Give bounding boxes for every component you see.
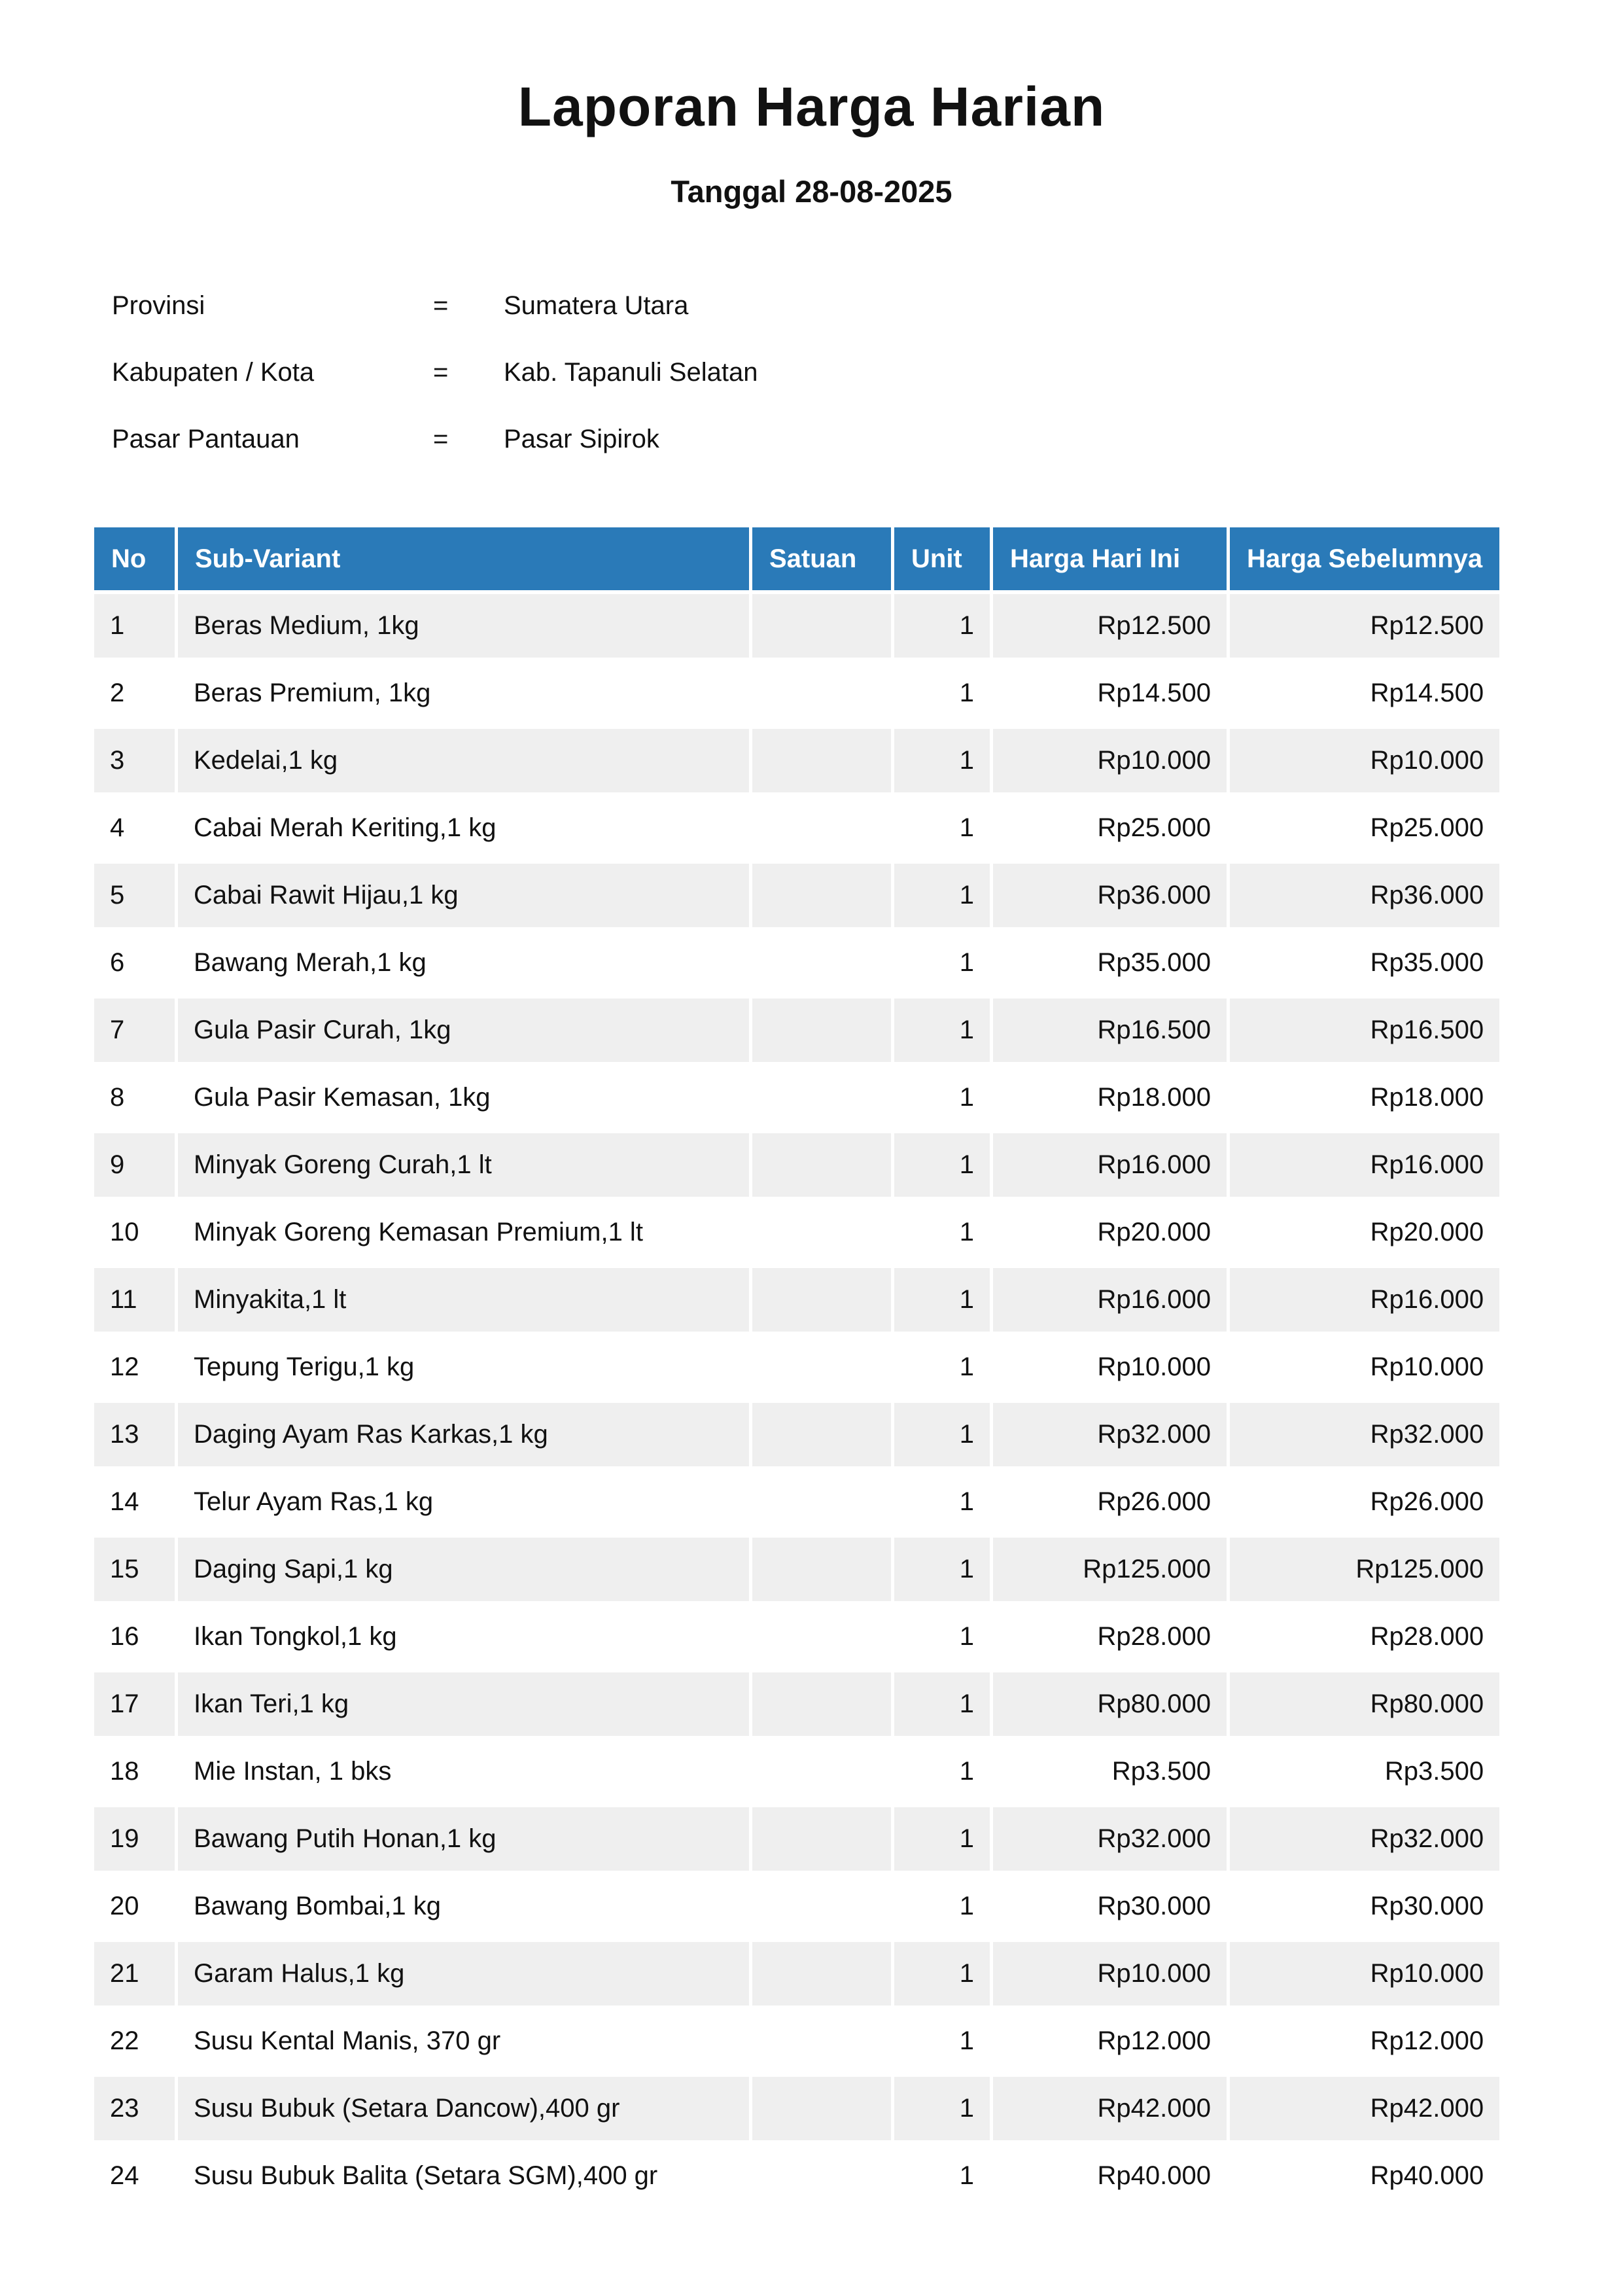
cell-harga-sebelumnya: Rp14.500 <box>1230 662 1499 725</box>
meta-equals: = <box>433 291 449 320</box>
cell-no: 15 <box>94 1538 175 1601</box>
cell-unit: 1 <box>894 1066 990 1129</box>
cell-harga-sebelumnya: Rp25.000 <box>1230 796 1499 860</box>
meta-label: Provinsi <box>112 291 205 320</box>
cell-harga-sebelumnya: Rp3.500 <box>1230 1740 1499 1803</box>
cell-no: 5 <box>94 864 175 927</box>
table-body <box>94 594 1499 2208</box>
meta-label: Pasar Pantauan <box>112 425 300 453</box>
cell-harga-sebelumnya: Rp10.000 <box>1230 1335 1499 1399</box>
meta-equals: = <box>433 425 449 453</box>
cell-harga-sebelumnya: Rp32.000 <box>1230 1807 1499 1871</box>
cell-harga-hari-ini: Rp3.500 <box>993 1740 1227 1803</box>
cell-no: 19 <box>94 1807 175 1871</box>
cell-harga-sebelumnya: Rp28.000 <box>1230 1605 1499 1669</box>
cell-unit: 1 <box>894 1470 990 1534</box>
cell-harga-sebelumnya: Rp10.000 <box>1230 1942 1499 2005</box>
table-row <box>94 796 1499 860</box>
cell-harga-sebelumnya: Rp12.000 <box>1230 2009 1499 2073</box>
meta-value: Sumatera Utara <box>504 291 689 320</box>
cell-satuan <box>752 2077 891 2140</box>
cell-no: 13 <box>94 1403 175 1466</box>
cell-sub-variant: Telur Ayam Ras,1 kg <box>178 1470 749 1534</box>
table-row <box>94 1605 1499 1669</box>
cell-no: 8 <box>94 1066 175 1129</box>
cell-harga-hari-ini: Rp12.000 <box>993 2009 1227 2073</box>
cell-satuan <box>752 1470 891 1534</box>
header-satuan: Satuan <box>752 527 891 590</box>
cell-harga-hari-ini: Rp10.000 <box>993 1335 1227 1399</box>
cell-unit: 1 <box>894 1740 990 1803</box>
cell-no: 17 <box>94 1672 175 1736</box>
cell-sub-variant: Mie Instan, 1 bks <box>178 1740 749 1803</box>
cell-harga-hari-ini: Rp14.500 <box>993 662 1227 725</box>
cell-satuan <box>752 1403 891 1466</box>
cell-harga-hari-ini: Rp25.000 <box>993 796 1227 860</box>
cell-harga-hari-ini: Rp10.000 <box>993 1942 1227 2005</box>
cell-sub-variant: Minyakita,1 lt <box>178 1268 749 1332</box>
cell-harga-sebelumnya: Rp16.000 <box>1230 1133 1499 1197</box>
cell-satuan <box>752 1268 891 1332</box>
table-row <box>94 1538 1499 1601</box>
cell-unit: 1 <box>894 2077 990 2140</box>
table-row <box>94 1942 1499 2005</box>
cell-sub-variant: Gula Pasir Kemasan, 1kg <box>178 1066 749 1129</box>
table-row <box>94 594 1499 658</box>
cell-satuan <box>752 1201 891 1264</box>
cell-sub-variant: Ikan Teri,1 kg <box>178 1672 749 1736</box>
cell-sub-variant: Minyak Goreng Curah,1 lt <box>178 1133 749 1197</box>
header-unit: Unit <box>894 527 990 590</box>
table-row <box>94 1672 1499 1736</box>
table-row <box>94 2144 1499 2208</box>
cell-no: 21 <box>94 1942 175 2005</box>
cell-harga-sebelumnya: Rp12.500 <box>1230 594 1499 658</box>
cell-unit: 1 <box>894 1133 990 1197</box>
cell-sub-variant: Daging Sapi,1 kg <box>178 1538 749 1601</box>
cell-no: 7 <box>94 998 175 1062</box>
cell-harga-hari-ini: Rp40.000 <box>993 2144 1227 2208</box>
meta-row-kabupaten <box>0 353 1623 392</box>
cell-harga-sebelumnya: Rp40.000 <box>1230 2144 1499 2208</box>
table-row <box>94 1335 1499 1399</box>
cell-harga-hari-ini: Rp80.000 <box>993 1672 1227 1736</box>
cell-satuan <box>752 1605 891 1669</box>
cell-satuan <box>752 594 891 658</box>
cell-harga-hari-ini: Rp16.500 <box>993 998 1227 1062</box>
cell-harga-sebelumnya: Rp32.000 <box>1230 1403 1499 1466</box>
cell-harga-hari-ini: Rp36.000 <box>993 864 1227 927</box>
cell-harga-sebelumnya: Rp20.000 <box>1230 1201 1499 1264</box>
header-harga-sebelumnya: Harga Sebelumnya <box>1230 527 1499 590</box>
cell-sub-variant: Minyak Goreng Kemasan Premium,1 lt <box>178 1201 749 1264</box>
cell-unit: 1 <box>894 1403 990 1466</box>
cell-no: 2 <box>94 662 175 725</box>
cell-harga-hari-ini: Rp26.000 <box>993 1470 1227 1534</box>
cell-satuan <box>752 1335 891 1399</box>
cell-harga-sebelumnya: Rp125.000 <box>1230 1538 1499 1601</box>
cell-no: 16 <box>94 1605 175 1669</box>
cell-unit: 1 <box>894 729 990 792</box>
cell-no: 14 <box>94 1470 175 1534</box>
cell-no: 6 <box>94 931 175 995</box>
cell-satuan <box>752 1875 891 1938</box>
cell-sub-variant: Daging Ayam Ras Karkas,1 kg <box>178 1403 749 1466</box>
table-row <box>94 998 1499 1062</box>
table-row <box>94 1403 1499 1466</box>
report-title: Laporan Harga Harian <box>517 76 1106 137</box>
cell-no: 24 <box>94 2144 175 2208</box>
table-row <box>94 1470 1499 1534</box>
cell-harga-sebelumnya: Rp16.000 <box>1230 1268 1499 1332</box>
cell-satuan <box>752 2009 891 2073</box>
meta-label: Kabupaten / Kota <box>112 358 315 387</box>
cell-unit: 1 <box>894 662 990 725</box>
cell-sub-variant: Susu Bubuk Balita (Setara SGM),400 gr <box>178 2144 749 2208</box>
report-date: Tanggal 28-08-2025 <box>671 174 952 209</box>
meta-row-pasar <box>0 419 1623 459</box>
table-row <box>94 2009 1499 2073</box>
header-no: No <box>94 527 175 590</box>
cell-unit: 1 <box>894 2009 990 2073</box>
cell-no: 23 <box>94 2077 175 2140</box>
cell-harga-hari-ini: Rp125.000 <box>993 1538 1227 1601</box>
cell-harga-sebelumnya: Rp10.000 <box>1230 729 1499 792</box>
table-row <box>94 1807 1499 1871</box>
table-row <box>94 1133 1499 1197</box>
cell-harga-sebelumnya: Rp18.000 <box>1230 1066 1499 1129</box>
cell-unit: 1 <box>894 1335 990 1399</box>
cell-harga-sebelumnya: Rp30.000 <box>1230 1875 1499 1938</box>
cell-harga-hari-ini: Rp12.500 <box>993 594 1227 658</box>
cell-harga-hari-ini: Rp32.000 <box>993 1403 1227 1466</box>
cell-harga-hari-ini: Rp30.000 <box>993 1875 1227 1938</box>
cell-no: 4 <box>94 796 175 860</box>
table-row <box>94 662 1499 725</box>
cell-unit: 1 <box>894 998 990 1062</box>
cell-sub-variant: Bawang Merah,1 kg <box>178 931 749 995</box>
cell-sub-variant: Bawang Putih Honan,1 kg <box>178 1807 749 1871</box>
cell-no: 3 <box>94 729 175 792</box>
cell-harga-hari-ini: Rp28.000 <box>993 1605 1227 1669</box>
cell-sub-variant: Gula Pasir Curah, 1kg <box>178 998 749 1062</box>
cell-no: 10 <box>94 1201 175 1264</box>
meta-value: Kab. Tapanuli Selatan <box>504 358 758 387</box>
cell-satuan <box>752 931 891 995</box>
cell-sub-variant: Beras Premium, 1kg <box>178 662 749 725</box>
cell-harga-sebelumnya: Rp16.500 <box>1230 998 1499 1062</box>
cell-sub-variant: Beras Medium, 1kg <box>178 594 749 658</box>
cell-unit: 1 <box>894 1807 990 1871</box>
cell-harga-sebelumnya: Rp42.000 <box>1230 2077 1499 2140</box>
cell-unit: 1 <box>894 1201 990 1264</box>
table-row <box>94 864 1499 927</box>
cell-sub-variant: Cabai Rawit Hijau,1 kg <box>178 864 749 927</box>
cell-unit: 1 <box>894 1875 990 1938</box>
cell-harga-hari-ini: Rp35.000 <box>993 931 1227 995</box>
cell-unit: 1 <box>894 1268 990 1332</box>
cell-sub-variant: Kedelai,1 kg <box>178 729 749 792</box>
cell-no: 1 <box>94 594 175 658</box>
table-row <box>94 931 1499 995</box>
cell-satuan <box>752 998 891 1062</box>
price-table <box>91 523 1503 2212</box>
cell-unit: 1 <box>894 594 990 658</box>
cell-harga-sebelumnya: Rp35.000 <box>1230 931 1499 995</box>
cell-harga-hari-ini: Rp18.000 <box>993 1066 1227 1129</box>
table-header-row <box>94 527 1499 590</box>
table-row <box>94 1875 1499 1938</box>
cell-unit: 1 <box>894 1672 990 1736</box>
cell-harga-hari-ini: Rp16.000 <box>993 1133 1227 1197</box>
table-row <box>94 1740 1499 1803</box>
cell-satuan <box>752 1066 891 1129</box>
cell-no: 22 <box>94 2009 175 2073</box>
cell-harga-hari-ini: Rp20.000 <box>993 1201 1227 1264</box>
cell-harga-hari-ini: Rp10.000 <box>993 729 1227 792</box>
cell-sub-variant: Bawang Bombai,1 kg <box>178 1875 749 1938</box>
cell-no: 20 <box>94 1875 175 1938</box>
cell-satuan <box>752 1538 891 1601</box>
cell-unit: 1 <box>894 796 990 860</box>
cell-satuan <box>752 1942 891 2005</box>
cell-sub-variant: Susu Bubuk (Setara Dancow),400 gr <box>178 2077 749 2140</box>
cell-unit: 1 <box>894 931 990 995</box>
meta-equals: = <box>433 358 449 387</box>
table-row <box>94 729 1499 792</box>
header-sub-variant: Sub-Variant <box>178 527 749 590</box>
cell-satuan <box>752 729 891 792</box>
cell-sub-variant: Tepung Terigu,1 kg <box>178 1335 749 1399</box>
table-row <box>94 1201 1499 1264</box>
cell-sub-variant: Cabai Merah Keriting,1 kg <box>178 796 749 860</box>
cell-unit: 1 <box>894 2144 990 2208</box>
cell-satuan <box>752 2144 891 2208</box>
cell-satuan <box>752 1672 891 1736</box>
cell-harga-hari-ini: Rp32.000 <box>993 1807 1227 1871</box>
cell-satuan <box>752 864 891 927</box>
cell-no: 12 <box>94 1335 175 1399</box>
cell-no: 9 <box>94 1133 175 1197</box>
cell-satuan <box>752 1807 891 1871</box>
cell-harga-sebelumnya: Rp36.000 <box>1230 864 1499 927</box>
table-row <box>94 2077 1499 2140</box>
cell-satuan <box>752 796 891 860</box>
table-row <box>94 1066 1499 1129</box>
cell-harga-sebelumnya: Rp26.000 <box>1230 1470 1499 1534</box>
cell-sub-variant: Susu Kental Manis, 370 gr <box>178 2009 749 2073</box>
cell-satuan <box>752 1133 891 1197</box>
cell-no: 11 <box>94 1268 175 1332</box>
cell-unit: 1 <box>894 1942 990 2005</box>
cell-sub-variant: Ikan Tongkol,1 kg <box>178 1605 749 1669</box>
header-harga-hari-ini: Harga Hari Ini <box>993 527 1227 590</box>
cell-sub-variant: Garam Halus,1 kg <box>178 1942 749 2005</box>
meta-value: Pasar Sipirok <box>504 425 659 453</box>
cell-satuan <box>752 1740 891 1803</box>
cell-harga-hari-ini: Rp42.000 <box>993 2077 1227 2140</box>
cell-satuan <box>752 662 891 725</box>
cell-unit: 1 <box>894 1538 990 1601</box>
cell-harga-sebelumnya: Rp80.000 <box>1230 1672 1499 1736</box>
cell-no: 18 <box>94 1740 175 1803</box>
meta-row-provinsi <box>0 286 1623 325</box>
cell-harga-hari-ini: Rp16.000 <box>993 1268 1227 1332</box>
table-row <box>94 1268 1499 1332</box>
cell-unit: 1 <box>894 1605 990 1669</box>
cell-unit: 1 <box>894 864 990 927</box>
